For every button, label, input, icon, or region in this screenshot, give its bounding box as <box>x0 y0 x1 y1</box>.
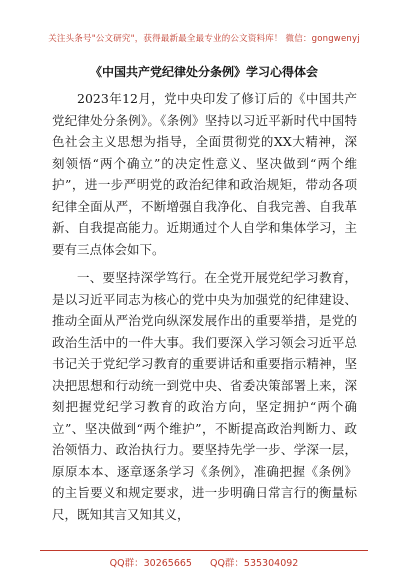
footer-qq-group-1: QQ群：30265665 <box>109 558 192 569</box>
footer-divider <box>40 550 368 551</box>
header-promo-note: 关注头条号"公文研究"，获得最新最全最专业的公文资料库！ 微信：gongwenyj <box>48 34 360 44</box>
footer-contact <box>0 555 408 569</box>
paragraph-section-one: 一、要坚持深学笃行。在全党开展党纪学习教育，是以习近平同志为核心的党中央为加强党的纪律建设、推动全面从严治党向纵深发展作出的重要举措，是党的政治生活中的一件大事。我们要深入学习领会习近平总书记关于党纪学习教育的重要讲话和重要指示精神，坚决把思想和行动统一到党中央、省委决策部署上来，深刻把握党纪学习教育的政治方向，坚定拥护“两个确立”、坚决做到“两个维护”，不断提高政治判断力、政治领悟力、政治执行力。要坚持先学一步、学深一层，原原本本、逐章逐条学习《条例》，准确把握《条例》的主旨要义和规定要求，进一步明确日常言行的衡量标尺，既知其言又知其义， <box>52 270 357 522</box>
document-title: 《中国共产党纪律处分条例》学习心得体会 <box>89 65 318 79</box>
paragraph-intro: 2023年12月，党中央印发了修订后的《中国共产党纪律处分条例》。《条例》坚持以习近平新时代中国特色社会主义思想为指导，全面贯彻党的XX大精神，深刻领悟“两个确立”的决定性意义、坚决做到“两个维护”，进一步严明党的政治纪律和政治规矩，带动各项纪律全面从严，不断增强自我净化、自我完善、自我革新、自我提高能力。近期通过个人自学和集体学习，主要有三点体会如下。 <box>52 91 357 257</box>
document-body <box>52 88 357 532</box>
footer-qq-group-2: QQ群：535304092 <box>209 558 299 569</box>
